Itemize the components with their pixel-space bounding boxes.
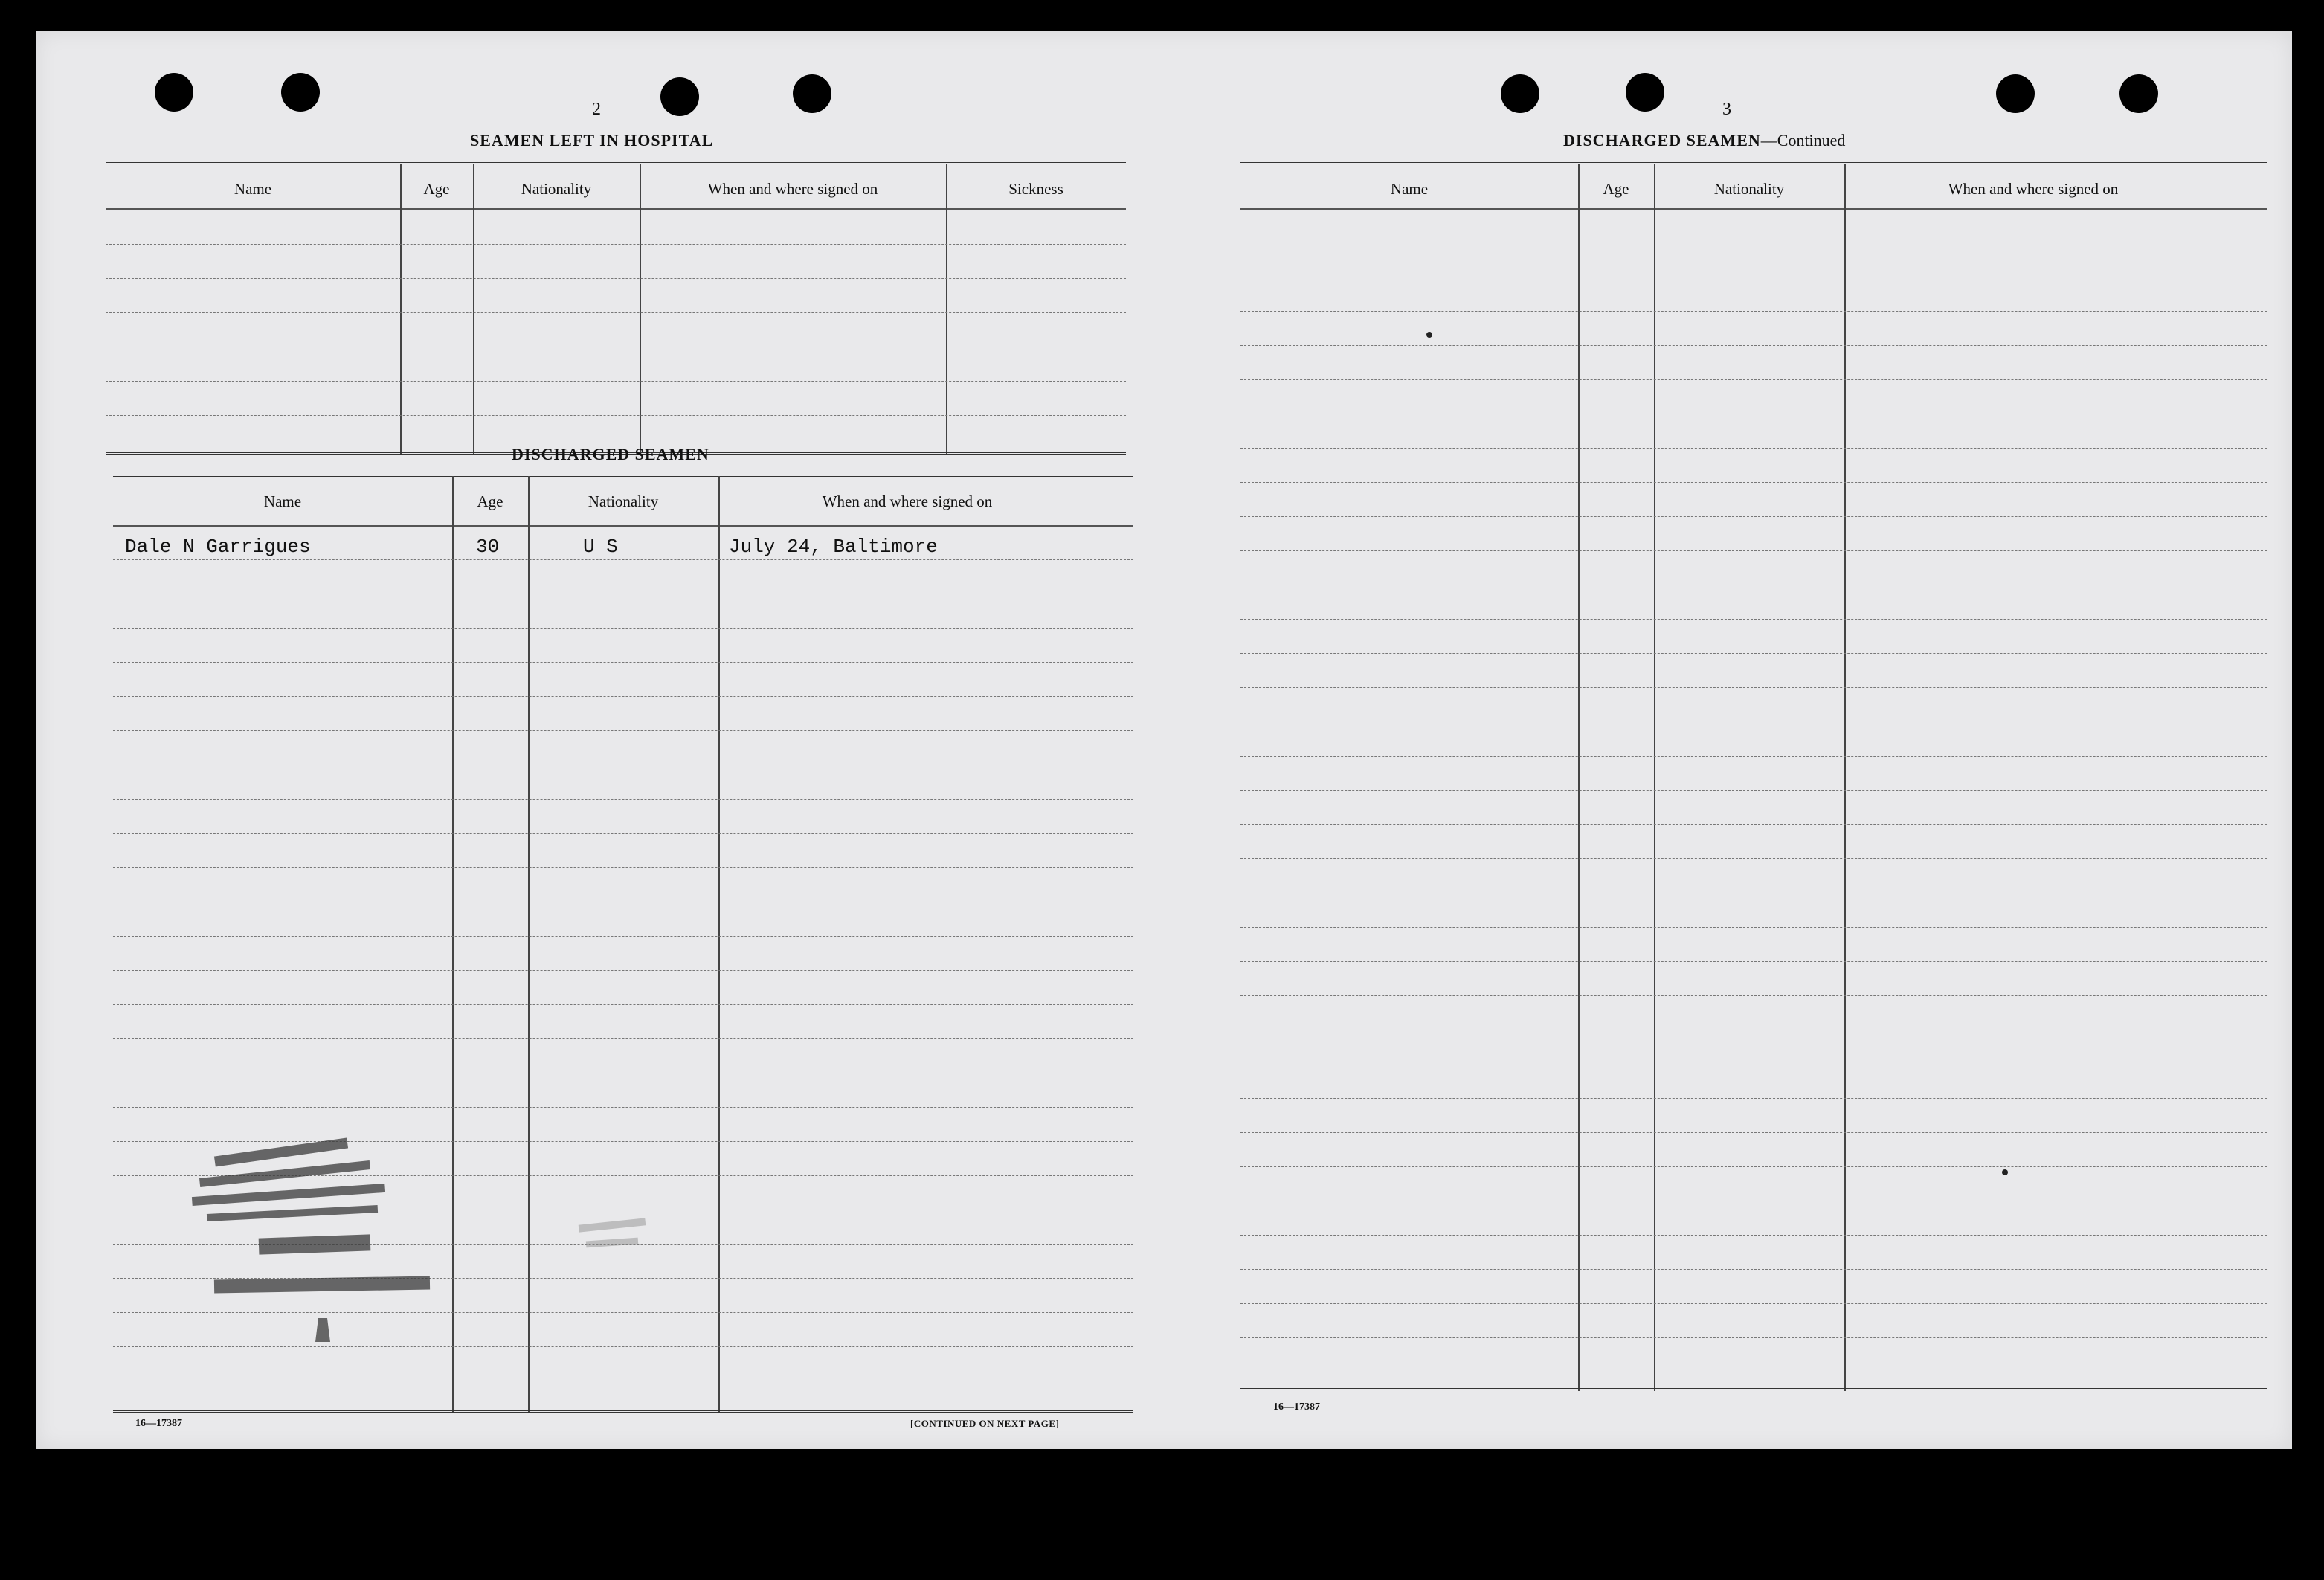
column-header-nationality: Nationality: [1713, 180, 1785, 198]
discharged-table-right: [1240, 162, 2267, 1397]
column-header-name: Name: [1390, 180, 1429, 198]
document-sheet: [36, 31, 2292, 1449]
punch-hole: [155, 73, 193, 112]
punch-hole: [1996, 74, 2035, 113]
column-header-nationality: Nationality: [521, 180, 592, 198]
punch-hole: [2119, 74, 2158, 113]
form-number-left: 16—17387: [135, 1418, 182, 1429]
continued-note: [CONTINUED ON NEXT PAGE]: [910, 1418, 1060, 1429]
title-main: DISCHARGED SEAMEN: [1563, 131, 1761, 150]
page-number-right: 3: [1722, 100, 1731, 119]
column-header-signed-on: When and where signed on: [822, 492, 993, 510]
seaman-age: 30: [476, 536, 500, 558]
hospital-table: [106, 162, 1126, 460]
column-header-age: Age: [423, 180, 450, 198]
seaman-nationality: U S: [583, 536, 618, 558]
hospital-section-title: SEAMEN LEFT IN HOSPITAL: [470, 131, 714, 150]
punch-hole: [660, 77, 699, 116]
form-number-right: 16—17387: [1273, 1401, 1320, 1413]
page-number-left: 2: [592, 100, 601, 119]
column-header-name: Name: [263, 492, 302, 510]
column-header-nationality: Nationality: [588, 492, 659, 510]
punch-hole: [1501, 74, 1539, 113]
seaman-name: Dale N Garrigues: [125, 536, 311, 558]
discharged-continued-title: [1563, 131, 1845, 150]
smeared-stamp: [184, 1132, 482, 1348]
ink-speck: [2002, 1169, 2008, 1175]
title-continued: —Continued: [1760, 131, 1846, 150]
column-header-signed-on: When and where signed on: [707, 180, 878, 198]
column-header-sickness: Sickness: [1008, 180, 1063, 198]
faint-stamp: [571, 1214, 660, 1274]
column-header-signed-on: When and where signed on: [1948, 180, 2119, 198]
punch-hole: [793, 74, 831, 113]
punch-hole: [1626, 73, 1664, 112]
ink-speck: [1426, 332, 1432, 338]
punch-hole: [281, 73, 320, 112]
discharged-section-title: DISCHARGED SEAMEN: [512, 445, 709, 463]
column-header-age: Age: [477, 492, 503, 510]
seaman-signed-on: July 24, Baltimore: [729, 536, 938, 558]
column-header-name: Name: [234, 180, 272, 198]
column-header-age: Age: [1603, 180, 1629, 198]
